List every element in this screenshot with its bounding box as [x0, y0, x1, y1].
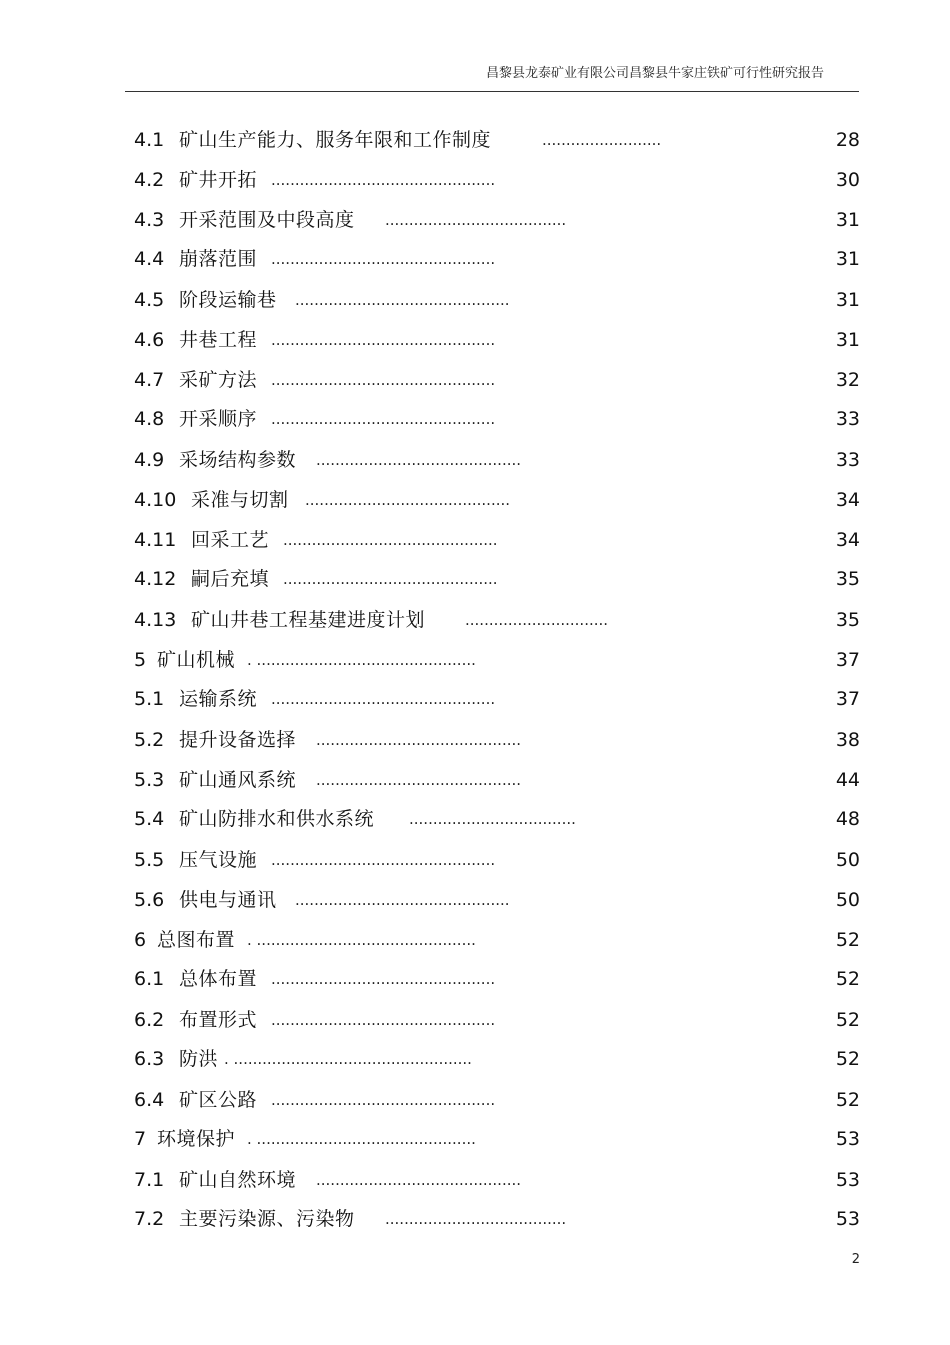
toc-entry-number: 5.6: [134, 889, 165, 911]
toc-entry-number: 5.5: [134, 849, 165, 871]
toc-entry[interactable]: [134, 887, 860, 913]
toc-entry-number: 5: [134, 649, 147, 671]
toc-entry-number: 7.2: [134, 1208, 165, 1230]
toc-entry-page: 34: [835, 489, 860, 511]
toc-entry-number: 5.1: [134, 688, 165, 710]
toc-leader-dots: ...........................................: [316, 451, 522, 469]
toc-leader-dots: ...............................................: [271, 1091, 496, 1109]
toc-entry[interactable]: [134, 1046, 860, 1072]
toc-entry-page: 52: [835, 929, 860, 951]
toc-entry-number: 6.3: [134, 1048, 165, 1070]
toc-entry-title: 采场结构参数: [179, 449, 297, 471]
toc-entry-page: 50: [835, 849, 860, 871]
toc-entry[interactable]: [134, 847, 860, 873]
toc-entry[interactable]: [134, 487, 860, 513]
toc-entry-page: 30: [835, 169, 860, 191]
toc-entry-page: 37: [835, 649, 860, 671]
toc-entry-page: 52: [835, 1089, 860, 1111]
toc-entry-number: 4.6: [134, 329, 165, 351]
toc-entry-title: 防洪: [179, 1048, 219, 1070]
toc-entry-page: 44: [835, 769, 860, 791]
toc-leader-dots: . ..............................................: [247, 1130, 476, 1148]
toc-entry-page: 52: [835, 1009, 860, 1031]
toc-entry-page: 38: [835, 729, 860, 751]
toc-entry[interactable]: [134, 1167, 860, 1193]
toc-entry[interactable]: [134, 767, 860, 793]
toc-entry-page: 50: [835, 889, 860, 911]
toc-leader-dots: ......................................: [385, 1210, 567, 1228]
toc-leader-dots: . ..................................................: [224, 1050, 472, 1068]
toc-entry-title: 矿井开拓: [179, 169, 258, 191]
toc-entry-title: 矿山自然环境: [179, 1169, 297, 1191]
toc-entry[interactable]: [134, 1087, 860, 1113]
toc-leader-dots: ...............................................: [271, 851, 496, 869]
toc-entry-page: 28: [835, 129, 860, 151]
toc-entry[interactable]: [134, 127, 860, 153]
toc-entry[interactable]: [134, 327, 860, 353]
toc-entry-title: 矿区公路: [179, 1089, 258, 1111]
toc-entry[interactable]: [134, 527, 860, 553]
toc-leader-dots: ...............................................: [271, 250, 496, 268]
toc-entry-title: 总图布置: [157, 929, 236, 951]
toc-entry-number: 6.2: [134, 1009, 165, 1031]
toc-entry-number: 7: [134, 1128, 147, 1150]
toc-leader-dots: ...............................................: [271, 1011, 496, 1029]
toc-entry-number: 4.10: [134, 489, 177, 511]
toc-entry-number: 4.1: [134, 129, 165, 151]
toc-entry-page: 34: [835, 529, 860, 551]
toc-entry-number: 4.4: [134, 248, 165, 270]
toc-entry-title: 采矿方法: [179, 369, 258, 391]
toc-entry-page: 53: [835, 1169, 860, 1191]
toc-leader-dots: ...........................................: [316, 1171, 522, 1189]
toc-entry-number: 4.13: [134, 609, 177, 631]
toc-entry-page: 33: [835, 449, 860, 471]
toc-entry-page: 35: [835, 568, 860, 590]
toc-entry[interactable]: [134, 406, 860, 432]
toc-entry[interactable]: [134, 966, 860, 992]
toc-entry-number: 4.2: [134, 169, 165, 191]
toc-entry-number: 4.8: [134, 408, 165, 430]
toc-entry-title: 矿山生产能力、服务年限和工作制度: [179, 129, 492, 151]
toc-entry-title: 开采范围及中段高度: [179, 209, 355, 231]
toc-entry-page: 53: [835, 1128, 860, 1150]
toc-entry-number: 6.1: [134, 968, 165, 990]
toc-entry-page: 31: [835, 209, 860, 231]
toc-leader-dots: ..............................: [465, 611, 609, 629]
toc-entry-title: 布置形式: [179, 1009, 258, 1031]
toc-leader-dots: .............................................: [295, 891, 510, 909]
toc-entry-title: 主要污染源、污染物: [179, 1208, 355, 1230]
toc-leader-dots: ...............................................: [271, 331, 496, 349]
toc-entry-title: 阶段运输巷: [179, 289, 277, 311]
toc-leader-dots: ...........................................: [316, 731, 522, 749]
running-header: 昌黎县龙泰矿业有限公司昌黎县牛家庄铁矿可行性研究报告: [485, 66, 824, 81]
toc-entry-page: 31: [835, 289, 860, 311]
toc-leader-dots: ...........................................: [305, 491, 511, 509]
page-number: 2: [851, 1252, 860, 1267]
toc-entry-title: 矿山通风系统: [179, 769, 297, 791]
toc-leader-dots: ...............................................: [271, 690, 496, 708]
toc-entry[interactable]: [134, 167, 860, 193]
toc-entry-title: 提升设备选择: [179, 729, 297, 751]
toc-entry-title: 采准与切割: [191, 489, 289, 511]
toc-entry-page: 33: [835, 408, 860, 430]
toc-entry-page: 35: [835, 609, 860, 631]
toc-entry[interactable]: [134, 1126, 860, 1152]
toc-entry-page: 53: [835, 1208, 860, 1230]
toc-leader-dots: ...............................................: [271, 171, 496, 189]
toc-entry-number: 4.5: [134, 289, 165, 311]
toc-entry-number: 4.11: [134, 529, 177, 551]
toc-entry-title: 矿山防排水和供水系统: [179, 808, 375, 830]
toc-leader-dots: .........................: [542, 131, 662, 149]
toc-entry-page: 31: [835, 329, 860, 351]
toc-leader-dots: ...............................................: [271, 970, 496, 988]
toc-entry-number: 7.1: [134, 1169, 165, 1191]
toc-entry-page: 32: [835, 369, 860, 391]
toc-entry-page: 48: [835, 808, 860, 830]
toc-entry-title: 嗣后充填: [191, 568, 270, 590]
toc-leader-dots: ...............................................: [271, 371, 496, 389]
toc-entry[interactable]: [134, 686, 860, 712]
toc-entry[interactable]: [134, 727, 860, 753]
toc-entry[interactable]: [134, 607, 860, 633]
toc-entry-title: 供电与通讯: [179, 889, 277, 911]
toc-leader-dots: .............................................: [283, 531, 498, 549]
toc-entry-page: 52: [835, 1048, 860, 1070]
toc-entry-number: 5.4: [134, 808, 165, 830]
toc-leader-dots: . ..............................................: [247, 931, 476, 949]
toc-entry-number: 4.3: [134, 209, 165, 231]
toc-entry-title: 环境保护: [157, 1128, 236, 1150]
toc-entry-number: 6.4: [134, 1089, 165, 1111]
toc-leader-dots: ...............................................: [271, 410, 496, 428]
toc-entry[interactable]: [134, 447, 860, 473]
toc-entry-title: 运输系统: [179, 688, 258, 710]
toc-entry-title: 压气设施: [179, 849, 258, 871]
toc-entry-title: 矿山井巷工程基建进度计划: [191, 609, 426, 631]
toc-entry[interactable]: [134, 806, 860, 832]
toc-entry-number: 6: [134, 929, 147, 951]
toc-entry[interactable]: [134, 1007, 860, 1033]
toc-leader-dots: ...........................................: [316, 771, 522, 789]
toc-entry[interactable]: [134, 1206, 860, 1232]
toc-entry-page: 37: [835, 688, 860, 710]
toc-entry-page: 31: [835, 248, 860, 270]
toc-entry[interactable]: [134, 367, 860, 393]
toc-entry-number: 4.9: [134, 449, 165, 471]
toc-leader-dots: .............................................: [295, 291, 510, 309]
toc-entry[interactable]: [134, 647, 860, 673]
toc-entry[interactable]: [134, 287, 860, 313]
toc-entry-number: 4.7: [134, 369, 165, 391]
toc-entry-title: 崩落范围: [179, 248, 258, 270]
toc-entry-page: 52: [835, 968, 860, 990]
toc-entry-title: 回采工艺: [191, 529, 270, 551]
toc-entry-title: 矿山机械: [157, 649, 236, 671]
toc-entry[interactable]: [134, 246, 860, 272]
toc-entry-number: 5.2: [134, 729, 165, 751]
toc-entry[interactable]: [134, 207, 860, 233]
toc-entry-number: 4.12: [134, 568, 177, 590]
toc-entry-title: 井巷工程: [179, 329, 258, 351]
toc-entry[interactable]: [134, 566, 860, 592]
toc-leader-dots: .............................................: [283, 570, 498, 588]
toc-entry[interactable]: [134, 927, 860, 953]
toc-entry-number: 5.3: [134, 769, 165, 791]
toc-leader-dots: . ..............................................: [247, 651, 476, 669]
toc-leader-dots: ......................................: [385, 211, 567, 229]
toc-leader-dots: ...................................: [409, 810, 576, 828]
toc-entry-title: 开采顺序: [179, 408, 258, 430]
toc-entry-title: 总体布置: [179, 968, 258, 990]
